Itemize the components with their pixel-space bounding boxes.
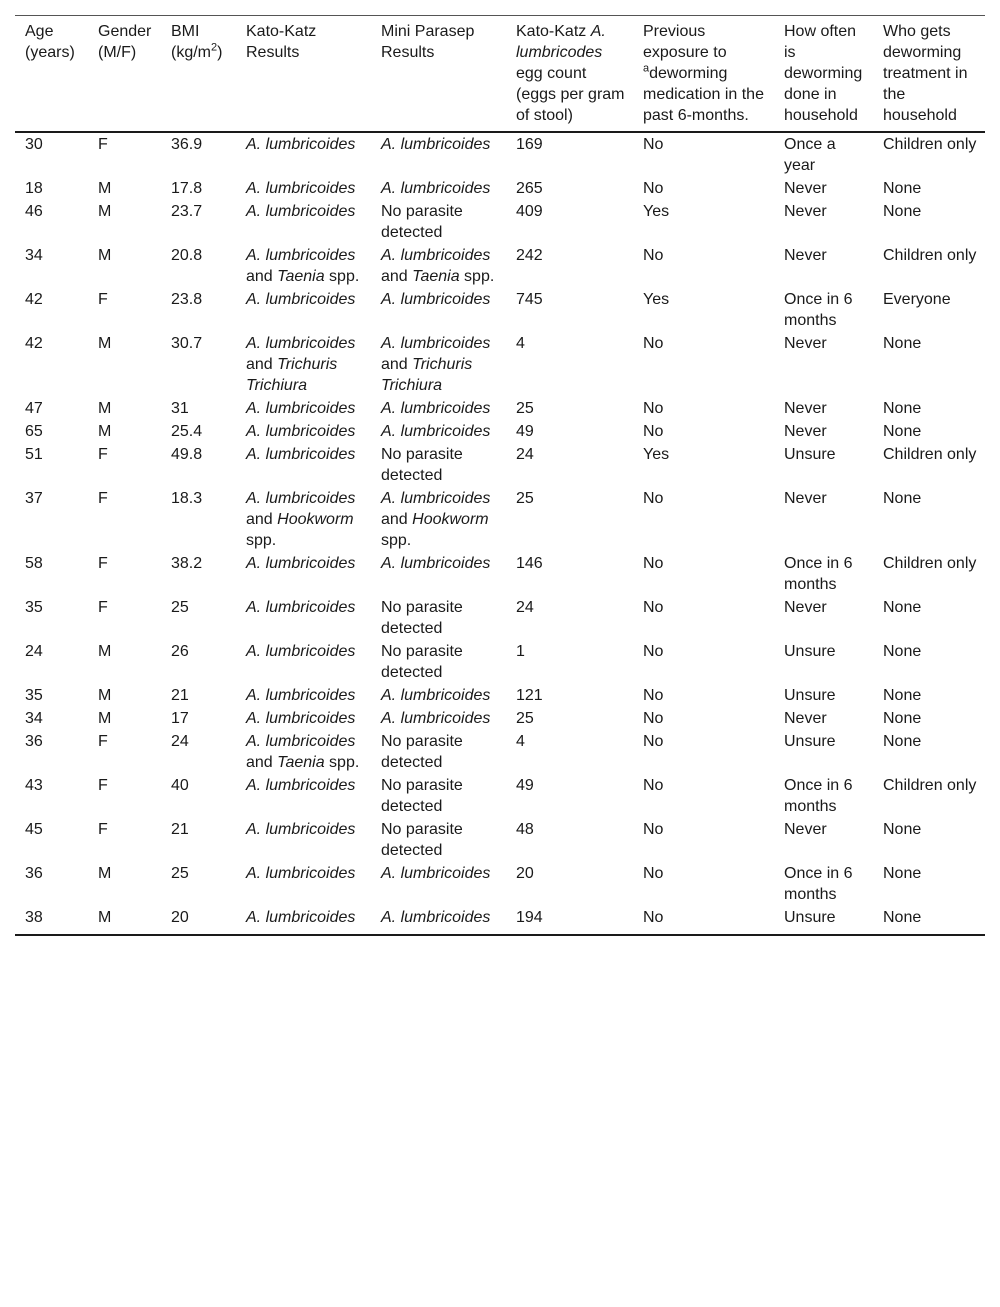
cell-who-gets: Children only bbox=[883, 777, 977, 794]
cell-kato-katz bbox=[236, 200, 371, 244]
header-mini-parasep: Mini Parasep Results bbox=[371, 16, 506, 133]
species-extra: Trichuris Trichiura bbox=[246, 356, 338, 394]
species-name: A. lumbricoides bbox=[246, 777, 356, 794]
cell-age: 51 bbox=[25, 446, 43, 463]
species-name: A. lumbricoides bbox=[381, 423, 491, 440]
cell-gender: M bbox=[98, 643, 112, 660]
cell-kato-katz bbox=[236, 640, 371, 684]
cell-gender: M bbox=[98, 865, 112, 882]
species-name: A. lumbricoides bbox=[246, 710, 356, 727]
species-name: A. lumbricoides bbox=[381, 247, 491, 264]
cell-age: 65 bbox=[25, 423, 43, 440]
table-row bbox=[15, 640, 985, 684]
cell-bmi: 36.9 bbox=[171, 136, 203, 153]
no-parasite-text: No parasite detected bbox=[381, 446, 463, 484]
cell-mini-parasep bbox=[371, 774, 506, 818]
no-parasite-text: No parasite detected bbox=[381, 821, 463, 859]
cell-age: 42 bbox=[25, 335, 43, 352]
cell-egg-count: 20 bbox=[516, 865, 534, 882]
cell-gender: M bbox=[98, 400, 112, 417]
cell-age: 43 bbox=[25, 777, 43, 794]
cell-previous-exposure: Yes bbox=[643, 446, 670, 463]
cell-previous-exposure: No bbox=[643, 777, 664, 794]
header-bmi-suffix: ) bbox=[217, 44, 223, 61]
header-kato-katz: Kato-Katz Results bbox=[236, 16, 371, 133]
cell-gender: F bbox=[98, 821, 108, 838]
species-name: A. lumbricoides bbox=[246, 400, 356, 417]
cell-gender: F bbox=[98, 136, 108, 153]
cell-mini-parasep bbox=[371, 906, 506, 935]
table-row bbox=[15, 684, 985, 707]
species-name: A. lumbricoides bbox=[381, 335, 491, 352]
species-name: A. lumbricoides bbox=[246, 599, 356, 616]
species-name: A. lumbricoides bbox=[246, 247, 356, 264]
cell-mini-parasep bbox=[371, 288, 506, 332]
header-egg-species: A. lumbricodes bbox=[516, 23, 606, 61]
table-row bbox=[15, 397, 985, 420]
cell-mini-parasep bbox=[371, 397, 506, 420]
cell-how-often: Never bbox=[784, 821, 827, 838]
cell-egg-count: 24 bbox=[516, 446, 534, 463]
cell-how-often: Never bbox=[784, 599, 827, 616]
cell-egg-count: 4 bbox=[516, 335, 525, 352]
cell-previous-exposure: No bbox=[643, 180, 664, 197]
cell-who-gets: None bbox=[873, 906, 985, 935]
cell-kato-katz bbox=[236, 288, 371, 332]
species-name: A. lumbricoides bbox=[381, 710, 491, 727]
header-egg-suffix: egg count (eggs per gram of stool) bbox=[516, 65, 625, 124]
table-row bbox=[15, 132, 985, 177]
table-row bbox=[15, 730, 985, 774]
cell-how-often: Once in 6 months bbox=[784, 777, 853, 815]
cell-gender: M bbox=[98, 203, 112, 220]
species-name: A. lumbricoides bbox=[381, 687, 491, 704]
cell-egg-count: 194 bbox=[506, 906, 633, 935]
species-extra: Hookworm bbox=[412, 511, 489, 528]
header-bmi-prefix: BMI (kg/m bbox=[171, 23, 211, 61]
header-previous-exposure bbox=[633, 16, 774, 133]
cell-egg-count: 4 bbox=[516, 733, 525, 750]
cell-bmi: 40 bbox=[171, 777, 189, 794]
cell-kato-katz bbox=[236, 420, 371, 443]
cell-kato-katz bbox=[236, 244, 371, 288]
no-parasite-text: No parasite detected bbox=[381, 203, 463, 241]
cell-bmi: 25.4 bbox=[171, 423, 203, 440]
table-row bbox=[15, 906, 985, 935]
cell-kato-katz bbox=[236, 730, 371, 774]
participant-table bbox=[15, 15, 985, 936]
no-parasite-text: No parasite detected bbox=[381, 599, 463, 637]
cell-mini-parasep bbox=[371, 684, 506, 707]
cell-kato-katz bbox=[236, 906, 371, 935]
cell-how-often: Never bbox=[784, 180, 827, 197]
cell-kato-katz bbox=[236, 397, 371, 420]
cell-how-often: Unsure bbox=[784, 733, 836, 750]
cell-egg-count: 242 bbox=[516, 247, 543, 264]
cell-age: 18 bbox=[25, 180, 43, 197]
cell-bmi: 21 bbox=[171, 687, 189, 704]
table-row bbox=[15, 596, 985, 640]
cell-bmi: 24 bbox=[171, 733, 189, 750]
table-row bbox=[15, 774, 985, 818]
cell-gender: M bbox=[98, 687, 112, 704]
species-name: A. lumbricoides bbox=[246, 335, 356, 352]
species-name: A. lumbricoides bbox=[246, 555, 356, 572]
cell-who-gets: None bbox=[883, 400, 922, 417]
cell-bmi: 18.3 bbox=[171, 490, 203, 507]
species-name: A. lumbricoides bbox=[246, 423, 356, 440]
cell-gender: F bbox=[98, 291, 108, 308]
species-name: A. lumbricoides bbox=[246, 821, 356, 838]
cell-kato-katz bbox=[236, 862, 371, 906]
table-row bbox=[15, 862, 985, 906]
header-prev-prefix: Previous exposure to bbox=[643, 23, 727, 61]
cell-gender: M bbox=[98, 423, 112, 440]
cell-egg-count: 169 bbox=[516, 136, 543, 153]
species-name: A. lumbricoides bbox=[246, 687, 356, 704]
cell-mini-parasep bbox=[371, 730, 506, 774]
cell-age: 46 bbox=[25, 203, 43, 220]
species-name: A. lumbricoides bbox=[246, 136, 356, 153]
cell-how-often: Once in 6 months bbox=[784, 555, 853, 593]
cell-age: 30 bbox=[25, 136, 43, 153]
cell-kato-katz bbox=[236, 684, 371, 707]
cell-how-often: Never bbox=[784, 490, 827, 507]
cell-previous-exposure: No bbox=[643, 643, 664, 660]
header-who-gets: Who gets deworming treatment in the household bbox=[873, 16, 985, 133]
cell-how-often: Once in 6 months bbox=[784, 865, 853, 903]
table-body bbox=[15, 132, 985, 935]
cell-previous-exposure: No bbox=[633, 906, 774, 935]
cell-how-often: Never bbox=[784, 710, 827, 727]
cell-gender: F bbox=[98, 490, 108, 507]
cell-previous-exposure: No bbox=[643, 687, 664, 704]
cell-previous-exposure: No bbox=[643, 821, 664, 838]
cell-mini-parasep bbox=[371, 132, 506, 177]
cell-bmi: 20 bbox=[161, 906, 236, 935]
table-row bbox=[15, 443, 985, 487]
cell-egg-count: 745 bbox=[516, 291, 543, 308]
cell-bmi: 20.8 bbox=[171, 247, 203, 264]
cell-egg-count: 48 bbox=[516, 821, 534, 838]
cell-who-gets: None bbox=[883, 643, 922, 660]
species-name: A. lumbricoides bbox=[381, 909, 491, 926]
cell-who-gets: None bbox=[883, 490, 922, 507]
species-and: and bbox=[381, 511, 413, 528]
cell-egg-count: 25 bbox=[516, 400, 534, 417]
species-extra: Taenia bbox=[412, 268, 460, 285]
cell-how-often: Once in 6 months bbox=[784, 291, 853, 329]
header-age: Age (years) bbox=[15, 16, 88, 133]
table-row bbox=[15, 177, 985, 200]
species-name: A. lumbricoides bbox=[246, 490, 356, 507]
cell-mini-parasep bbox=[371, 818, 506, 862]
cell-mini-parasep bbox=[371, 443, 506, 487]
table-row bbox=[15, 487, 985, 552]
header-how-often: How often is deworming done in household bbox=[774, 16, 873, 133]
cell-age: 35 bbox=[25, 687, 43, 704]
cell-mini-parasep bbox=[371, 552, 506, 596]
species-name: A. lumbricoides bbox=[381, 865, 491, 882]
cell-bmi: 25 bbox=[171, 599, 189, 616]
cell-previous-exposure: No bbox=[643, 400, 664, 417]
cell-how-often: Unsure bbox=[774, 906, 873, 935]
cell-who-gets: Children only bbox=[883, 136, 977, 153]
cell-egg-count: 25 bbox=[516, 710, 534, 727]
cell-how-often: Unsure bbox=[784, 687, 836, 704]
table-row bbox=[15, 818, 985, 862]
cell-previous-exposure: No bbox=[643, 710, 664, 727]
species-and: and bbox=[246, 511, 278, 528]
table-row bbox=[15, 332, 985, 397]
cell-kato-katz bbox=[236, 774, 371, 818]
species-and: and bbox=[381, 356, 413, 373]
cell-previous-exposure: No bbox=[643, 555, 664, 572]
cell-age: 38 bbox=[15, 906, 88, 935]
cell-mini-parasep bbox=[371, 862, 506, 906]
species-and: and bbox=[246, 268, 278, 285]
cell-previous-exposure: No bbox=[643, 136, 664, 153]
cell-mini-parasep bbox=[371, 332, 506, 397]
header-prev-suffix: deworming medication in the past 6-months. bbox=[643, 65, 764, 124]
cell-age: 42 bbox=[25, 291, 43, 308]
species-name: A. lumbricoides bbox=[246, 909, 356, 926]
species-name: A. lumbricoides bbox=[246, 180, 356, 197]
species-name: A. lumbricoides bbox=[246, 643, 356, 660]
cell-who-gets: None bbox=[883, 710, 922, 727]
cell-previous-exposure: No bbox=[643, 733, 664, 750]
header-row bbox=[15, 16, 985, 133]
cell-who-gets: None bbox=[883, 335, 922, 352]
header-egg-prefix: Kato-Katz bbox=[516, 23, 591, 40]
cell-gender: F bbox=[98, 777, 108, 794]
species-spp: spp. bbox=[246, 532, 277, 549]
species-extra: Hookworm bbox=[277, 511, 354, 528]
cell-egg-count: 265 bbox=[516, 180, 543, 197]
header-egg-count bbox=[506, 16, 633, 133]
no-parasite-text: No parasite detected bbox=[381, 733, 463, 771]
species-spp: spp. bbox=[324, 754, 360, 771]
cell-who-gets: Children only bbox=[883, 247, 977, 264]
cell-gender: M bbox=[98, 335, 112, 352]
cell-egg-count: 49 bbox=[516, 423, 534, 440]
cell-mini-parasep bbox=[371, 420, 506, 443]
cell-gender: F bbox=[98, 733, 108, 750]
species-and: and bbox=[246, 754, 278, 771]
cell-age: 34 bbox=[25, 710, 43, 727]
cell-age: 34 bbox=[25, 247, 43, 264]
cell-kato-katz bbox=[236, 132, 371, 177]
cell-bmi: 17 bbox=[171, 710, 189, 727]
cell-who-gets: Children only bbox=[883, 555, 977, 572]
cell-gender: F bbox=[98, 599, 108, 616]
cell-bmi: 23.7 bbox=[171, 203, 203, 220]
cell-age: 47 bbox=[25, 400, 43, 417]
table-row bbox=[15, 200, 985, 244]
cell-gender: M bbox=[88, 906, 161, 935]
cell-mini-parasep bbox=[371, 177, 506, 200]
species-name: A. lumbricoides bbox=[381, 555, 491, 572]
cell-bmi: 25 bbox=[171, 865, 189, 882]
cell-age: 45 bbox=[25, 821, 43, 838]
cell-who-gets: None bbox=[883, 203, 922, 220]
cell-age: 37 bbox=[25, 490, 43, 507]
header-bmi bbox=[161, 16, 236, 133]
species-name: A. lumbricoides bbox=[381, 180, 491, 197]
header-bmi-sup: 2 bbox=[211, 41, 218, 54]
cell-kato-katz bbox=[236, 443, 371, 487]
cell-egg-count: 1 bbox=[516, 643, 525, 660]
cell-age: 35 bbox=[25, 599, 43, 616]
header-gender: Gender (M/F) bbox=[88, 16, 161, 133]
cell-mini-parasep bbox=[371, 596, 506, 640]
cell-bmi: 21 bbox=[171, 821, 189, 838]
cell-who-gets: None bbox=[883, 599, 922, 616]
cell-who-gets: None bbox=[883, 687, 922, 704]
cell-egg-count: 49 bbox=[516, 777, 534, 794]
cell-kato-katz bbox=[236, 707, 371, 730]
cell-how-often: Unsure bbox=[784, 643, 836, 660]
cell-kato-katz bbox=[236, 487, 371, 552]
cell-mini-parasep bbox=[371, 487, 506, 552]
species-extra: Taenia bbox=[277, 754, 325, 771]
no-parasite-text: No parasite detected bbox=[381, 777, 463, 815]
table-row bbox=[15, 552, 985, 596]
cell-gender: F bbox=[98, 446, 108, 463]
cell-kato-katz bbox=[236, 332, 371, 397]
cell-kato-katz bbox=[236, 552, 371, 596]
cell-bmi: 26 bbox=[171, 643, 189, 660]
cell-previous-exposure: No bbox=[643, 423, 664, 440]
cell-bmi: 31 bbox=[171, 400, 189, 417]
cell-kato-katz bbox=[236, 818, 371, 862]
cell-who-gets: None bbox=[883, 865, 922, 882]
cell-gender: M bbox=[98, 180, 112, 197]
cell-kato-katz bbox=[236, 177, 371, 200]
cell-who-gets: None bbox=[883, 180, 922, 197]
table-header bbox=[15, 16, 985, 133]
species-spp: spp. bbox=[381, 532, 412, 549]
cell-egg-count: 146 bbox=[516, 555, 543, 572]
cell-bmi: 23.8 bbox=[171, 291, 203, 308]
species-name: A. lumbricoides bbox=[246, 865, 356, 882]
cell-bmi: 49.8 bbox=[171, 446, 203, 463]
cell-bmi: 17.8 bbox=[171, 180, 203, 197]
cell-gender: M bbox=[98, 710, 112, 727]
header-prev-sup: a bbox=[643, 62, 650, 75]
cell-bmi: 30.7 bbox=[171, 335, 203, 352]
species-spp: spp. bbox=[324, 268, 360, 285]
cell-previous-exposure: No bbox=[643, 335, 664, 352]
species-name: A. lumbricoides bbox=[381, 136, 491, 153]
cell-bmi: 38.2 bbox=[171, 555, 203, 572]
cell-who-gets: None bbox=[883, 821, 922, 838]
cell-age: 58 bbox=[25, 555, 43, 572]
cell-who-gets: Children only bbox=[883, 446, 977, 463]
cell-how-often: Never bbox=[784, 203, 827, 220]
cell-how-often: Never bbox=[784, 335, 827, 352]
cell-previous-exposure: No bbox=[643, 599, 664, 616]
species-name: A. lumbricoides bbox=[246, 203, 356, 220]
cell-gender: F bbox=[98, 555, 108, 572]
cell-mini-parasep bbox=[371, 244, 506, 288]
species-and: and bbox=[381, 268, 413, 285]
table-row bbox=[15, 244, 985, 288]
cell-egg-count: 409 bbox=[516, 203, 543, 220]
cell-egg-count: 121 bbox=[516, 687, 543, 704]
cell-egg-count: 24 bbox=[516, 599, 534, 616]
cell-previous-exposure: Yes bbox=[643, 203, 670, 220]
species-extra: Trichuris Trichiura bbox=[381, 356, 473, 394]
species-name: A. lumbricoides bbox=[381, 490, 491, 507]
cell-age: 36 bbox=[25, 865, 43, 882]
cell-previous-exposure: No bbox=[643, 865, 664, 882]
cell-how-often: Never bbox=[784, 247, 827, 264]
cell-gender: M bbox=[98, 247, 112, 264]
table-row bbox=[15, 288, 985, 332]
species-name: A. lumbricoides bbox=[246, 291, 356, 308]
cell-previous-exposure: No bbox=[643, 247, 664, 264]
species-name: A. lumbricoides bbox=[246, 733, 356, 750]
table-row bbox=[15, 707, 985, 730]
species-name: A. lumbricoides bbox=[381, 291, 491, 308]
species-extra: Taenia bbox=[277, 268, 325, 285]
species-name: A. lumbricoides bbox=[381, 400, 491, 417]
cell-who-gets: None bbox=[883, 733, 922, 750]
cell-previous-exposure: No bbox=[643, 490, 664, 507]
cell-age: 36 bbox=[25, 733, 43, 750]
cell-how-often: Once a year bbox=[784, 136, 836, 174]
cell-mini-parasep bbox=[371, 640, 506, 684]
cell-how-often: Never bbox=[784, 423, 827, 440]
cell-kato-katz bbox=[236, 596, 371, 640]
cell-egg-count: 25 bbox=[516, 490, 534, 507]
species-name: A. lumbricoides bbox=[246, 446, 356, 463]
cell-mini-parasep bbox=[371, 200, 506, 244]
cell-age: 24 bbox=[25, 643, 43, 660]
species-spp: spp. bbox=[459, 268, 495, 285]
cell-who-gets: None bbox=[883, 423, 922, 440]
cell-how-often: Unsure bbox=[784, 446, 836, 463]
species-and: and bbox=[246, 356, 278, 373]
table-row bbox=[15, 420, 985, 443]
cell-mini-parasep bbox=[371, 707, 506, 730]
cell-how-often: Never bbox=[784, 400, 827, 417]
cell-who-gets: Everyone bbox=[883, 291, 951, 308]
cell-previous-exposure: Yes bbox=[643, 291, 670, 308]
no-parasite-text: No parasite detected bbox=[381, 643, 463, 681]
